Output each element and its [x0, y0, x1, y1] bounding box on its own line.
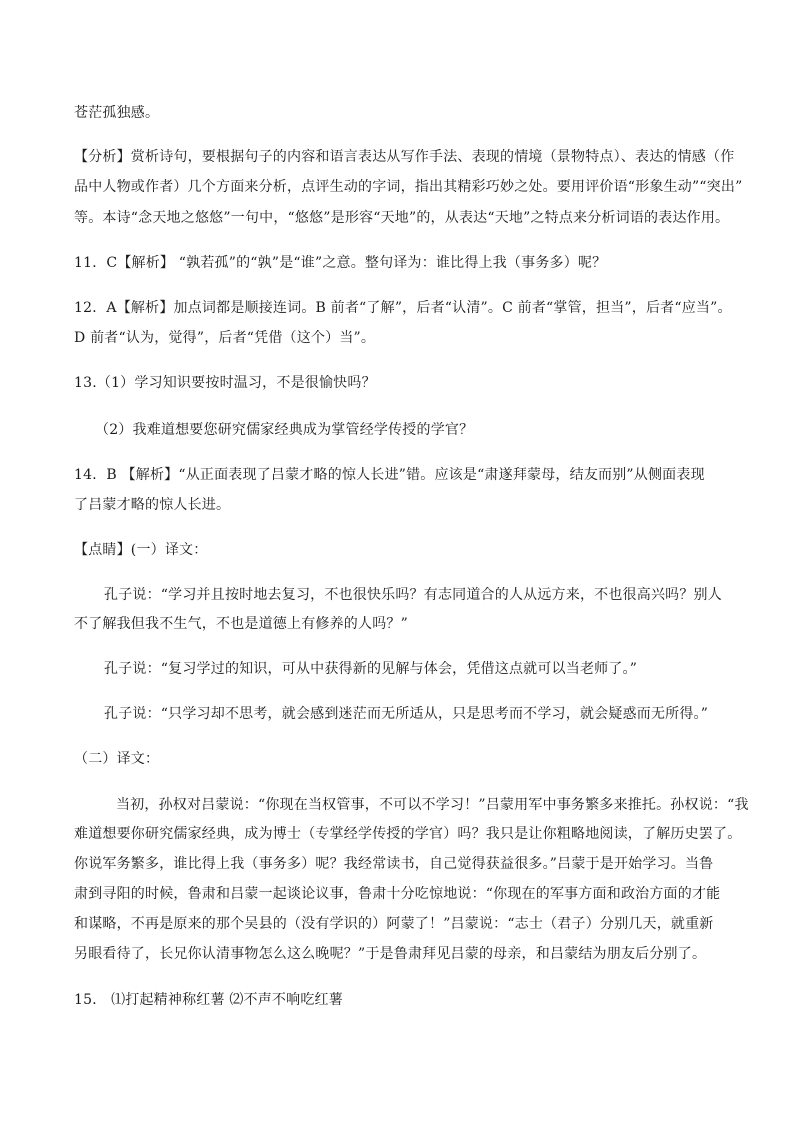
answer-12-line: 12．A【解析】加点词都是顺接连词。B 前者“了解”，后者“认清”。C 前者“掌管，担当”，后者“应当”。	[74, 300, 732, 316]
translation-1-line: 孔子说：“复习学过的知识，可从中获得新的见解与体会，凭借这点就可以当老师了。”	[104, 661, 638, 677]
translation-2-line: 肃到寻阳的时候，鲁肃和吕蒙一起谈论议事，鲁肃十分吃惊地说：“你现在的军事方面和政治方面的才能	[74, 886, 721, 902]
text-line: 苍茫孤独感。	[74, 105, 160, 121]
translation-2-line: 当初，孙权对吕蒙说：“你现在当权管事，不可以不学习！”吕蒙用军中事务繁多来推托。孙权说：“我	[116, 797, 749, 813]
translation-2-line: 你说军务繁多，谁比得上我（事务多）呢？我经常读书，自己觉得获益很多。”吕蒙于是开始学习。当鲁	[74, 856, 714, 872]
translation-2-line: 和谋略，不再是原来的那个吴县的（没有学识的）阿蒙了！”吕蒙说：“志士（君子）分别几天，就重新	[74, 916, 714, 932]
translation-1-line: 孔子说：“学习并且按时地去复习，不也很快乐吗？有志同道合的人从远方来，不也很高兴吗？别人	[104, 587, 722, 603]
analysis-paragraph-line: 【分析】赏析诗句，要根据句子的内容和语言表达从写作手法、表现的情境（景物特点）、表达的情感（作	[74, 149, 735, 165]
translation-2-line: 难道想要你研究儒家经典，成为博士（专掌经学传授的学官）吗？我只是让你粗略地阅读，了解历史罢了。	[74, 826, 742, 842]
analysis-paragraph-line: 品中人物或作者）几个方面来分析，点评生动的字词，指出其精彩巧妙之处。要用评价语“形象生动”“突出”	[74, 179, 743, 195]
translation-2-line: 另眼看待了，长兄你认清事物怎么这么晚呢？”于是鲁肃拜见吕蒙的母亲，和吕蒙结为朋友后分别了。	[74, 946, 707, 962]
section-heading-translation-2: （二）译文：	[74, 751, 160, 767]
answer-12-line: D 前者“认为，觉得”，后者“凭借（这个）当”。	[74, 330, 376, 346]
translation-1-line: 不了解我但我不生气，不也是道德上有修养的人吗？”	[74, 616, 408, 632]
answer-13-part-1: 13.（1）学习知识要按时温习，不是很愉快吗？	[74, 375, 376, 391]
translation-1-line: 孔子说：“只学习却不思考，就会感到迷茫而无所适从，只是思考而不学习，就会疑惑而无所得。”	[104, 706, 709, 722]
answer-14-line: 14．B 【解析】“从正面表现了吕蒙才略的惊人长进”错。应该是“肃遂拜蒙母，结友而别”从侧面表现	[74, 467, 705, 483]
answer-11: 11．C【解析】 “孰若孤”的“孰”是“谁”之意。整句译为：谁比得上我（事务多）呢？	[74, 255, 607, 271]
answer-15: 15． ⑴打起精神称红薯 ⑵不声不响吃红薯	[74, 992, 343, 1008]
section-heading-translation-1: 【点睛】(一）译文：	[74, 542, 208, 558]
answer-13-part-2: （2）我难道想要您研究儒家经典成为掌管经学传授的学官？	[95, 422, 474, 438]
analysis-paragraph-line: 等。本诗“念天地之悠悠”一句中，“悠悠”是形容“天地”的，从表达“天地”之特点来分析词语的表达作用。	[74, 210, 730, 226]
answer-14-line: 了吕蒙才略的惊人长进。	[74, 497, 231, 513]
